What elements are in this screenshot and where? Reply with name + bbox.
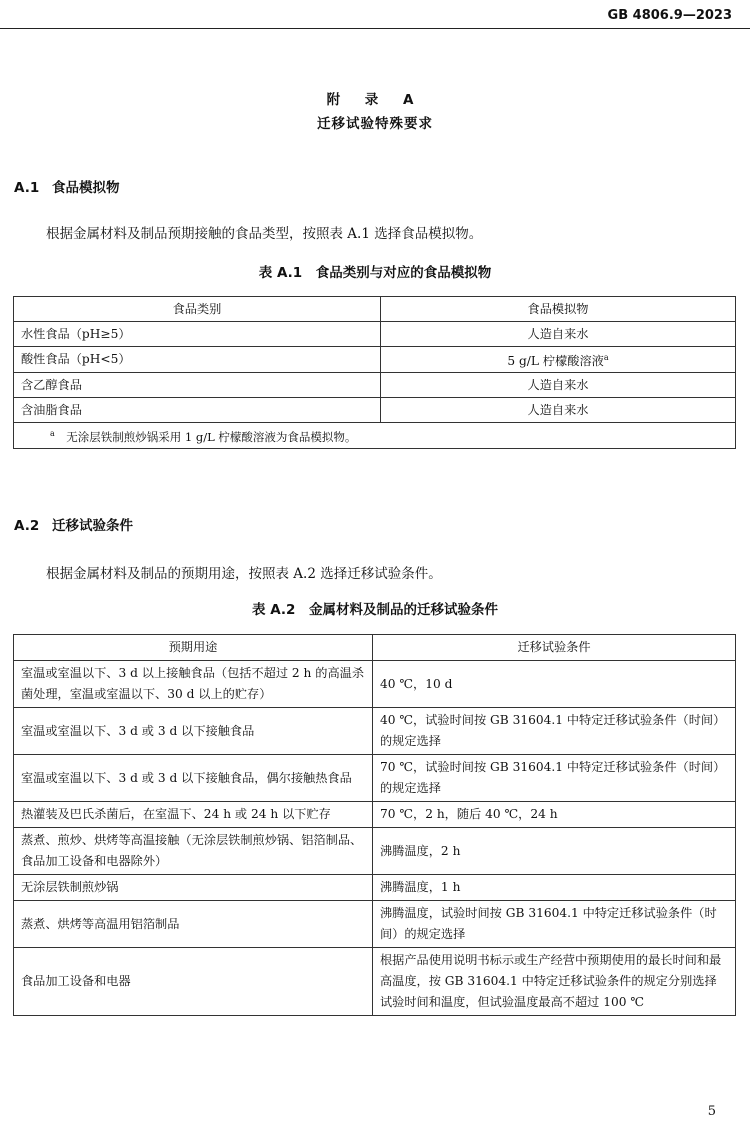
footnote-text: 无涂层铁制煎炒锅采用 1 g/L 柠檬酸溶液为食品模拟物。 — [66, 429, 357, 444]
table-cell: 根据产品使用说明书标示或生产经营中预期使用的最长时间和最高温度，按 GB 31604.1 中特定迁移试验条件的规定分别选择试验时间和温度，但试验温度最高不超过 100 ℃ — [373, 948, 736, 1016]
table-a1-caption: 表 A.1 食品类别与对应的食品模拟物 — [258, 265, 492, 281]
table-cell: 人造自来水 — [381, 373, 736, 398]
section-a2-paragraph: 根据金属材料及制品的预期用途，按照表 A.2 选择迁移试验条件。 — [46, 566, 442, 582]
table-cell: 40 ℃，10 d — [373, 661, 736, 708]
table-row — [14, 875, 736, 901]
column-header: 食品类别 — [14, 297, 381, 322]
table-cell: 40 ℃，试验时间按 GB 31604.1 中特定迁移试验条件（时间）的规定选择 — [373, 708, 736, 755]
table-cell: 水性食品（pH≥5） — [14, 322, 381, 347]
table-row — [14, 347, 736, 373]
appendix-title: 迁移试验特殊要求 — [317, 116, 433, 132]
table-a1 — [13, 296, 736, 449]
table-cell: 室温或室温以下、3 d 或 3 d 以下接触食品 — [14, 708, 373, 755]
footnote-marker: a — [50, 429, 55, 439]
table-cell — [381, 347, 736, 373]
table-row — [14, 661, 736, 708]
table-cell: 热灌装及巴氏杀菌后，在室温下、24 h 或 24 h 以下贮存 — [14, 802, 373, 828]
table-cell: 食品加工设备和电器 — [14, 948, 373, 1016]
table-row — [14, 373, 736, 398]
footnote-marker: a — [603, 353, 609, 362]
table-cell: 沸腾温度，试验时间按 GB 31604.1 中特定迁移试验条件（时间）的规定选择 — [373, 901, 736, 948]
table-a2-caption: 表 A.2 金属材料及制品的迁移试验条件 — [252, 602, 498, 618]
table-cell: 含油脂食品 — [14, 398, 381, 423]
column-header: 预期用途 — [14, 635, 373, 661]
column-header: 食品模拟物 — [381, 297, 736, 322]
table-cell: 沸腾温度，1 h — [373, 875, 736, 901]
section-title: 迁移试验条件 — [52, 518, 133, 534]
table-cell: 室温或室温以下、3 d 或 3 d 以下接触食品，偶尔接触热食品 — [14, 755, 373, 802]
table-cell: 人造自来水 — [381, 398, 736, 423]
table-footnote-row — [14, 423, 736, 449]
table-row — [14, 708, 736, 755]
section-a1-heading — [14, 176, 120, 196]
table-row — [14, 828, 736, 875]
section-a1-paragraph: 根据金属材料及制品预期接触的食品类型，按照表 A.1 选择食品模拟物。 — [46, 226, 483, 242]
table-row — [14, 948, 736, 1016]
table-a2 — [13, 634, 736, 1016]
table-header-row — [14, 635, 736, 661]
section-number: A.1 — [14, 180, 40, 196]
column-header: 迁移试验条件 — [373, 635, 736, 661]
cell-text: 5 g/L 柠檬酸溶液 — [507, 354, 604, 369]
standard-number: GB 4806.9—2023 — [607, 8, 732, 23]
section-number: A.2 — [14, 518, 40, 534]
table-cell: 沸腾温度，2 h — [373, 828, 736, 875]
table-row — [14, 802, 736, 828]
section-a2-heading — [14, 514, 133, 534]
table-header-row — [14, 297, 736, 322]
table-row — [14, 901, 736, 948]
table-cell: 70 ℃，2 h，随后 40 ℃，24 h — [373, 802, 736, 828]
table-row — [14, 322, 736, 347]
table-cell: 酸性食品（pH<5） — [14, 347, 381, 373]
appendix-label: 附 录 A — [326, 92, 424, 108]
table-row — [14, 398, 736, 423]
header-rule — [0, 28, 750, 29]
table-cell: 含乙醇食品 — [14, 373, 381, 398]
table-cell: 无涂层铁制煎炒锅 — [14, 875, 373, 901]
table-cell: 室温或室温以下、3 d 以上接触食品（包括不超过 2 h 的高温杀菌处理，室温或室温以下、30 d 以上的贮存） — [14, 661, 373, 708]
section-title: 食品模拟物 — [52, 180, 120, 196]
table-cell: 70 ℃，试验时间按 GB 31604.1 中特定迁移试验条件（时间）的规定选择 — [373, 755, 736, 802]
table-cell: 蒸煮、烘烤等高温用铝箔制品 — [14, 901, 373, 948]
page-number: 5 — [707, 1104, 716, 1119]
table-cell: 蒸煮、煎炒、烘烤等高温接触（无涂层铁制煎炒锅、铝箔制品、食品加工设备和电器除外） — [14, 828, 373, 875]
table-row — [14, 755, 736, 802]
table-footnote — [14, 423, 736, 449]
table-cell: 人造自来水 — [381, 322, 736, 347]
